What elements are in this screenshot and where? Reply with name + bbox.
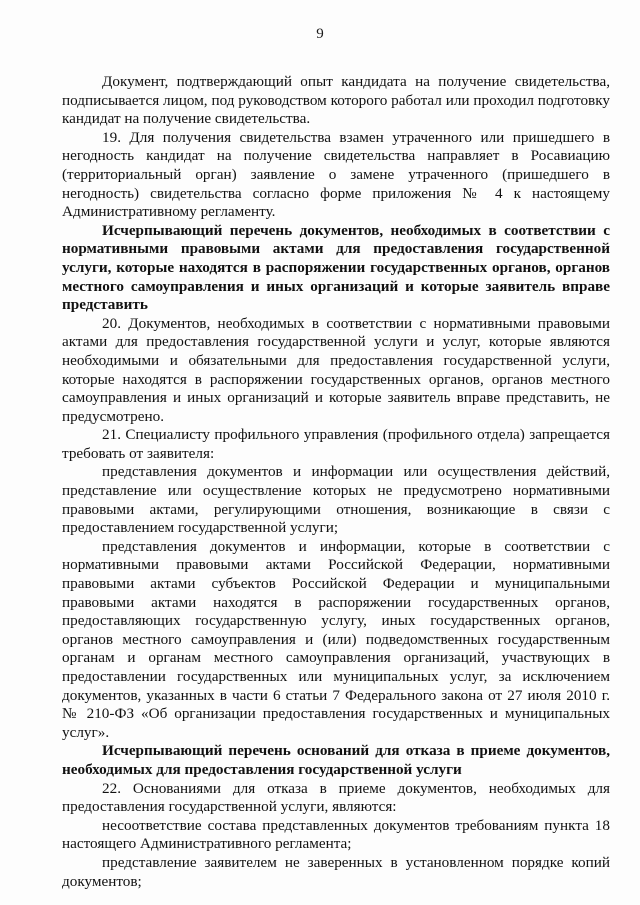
- document-body: [62, 73, 610, 891]
- list-item-refusal-2: представление заявителем не заверенных в установленном порядке копий документов;: [62, 853, 610, 890]
- paragraph-19-replacement: 19. Для получения свидетельства взамен утраченного или пришедшего в негодность кандидат на получение свидетельства направляет в Росавиацию (территориальный орган) заявление о замене утраченного (пришедшего в негодность) свидетельства согласно форме приложения № 4 к настоящему Административному регламенту.: [62, 128, 610, 221]
- paragraph-22-refusal: 22. Основаниями для отказа в приеме документов, необходимых для предоставления государственной услуги, являются:: [62, 779, 610, 816]
- list-item-prohibition-1: представления документов и информации или осуществления действий, представление или осуществление которых не предусмотрено нормативными правовыми актами, регулирующими отношения, возникающие в связи с предоставлением государственной услуги;: [62, 463, 610, 537]
- paragraph-21-prohibitions: 21. Специалисту профильного управления (профильного отдела) запрещается требовать от заявителя:: [62, 426, 610, 462]
- section-heading-documents-list: Исчерпывающий перечень документов, необходимых в соответствии с нормативными правовыми актами для предоставления государственной услуги, которые находятся в распоряжении государственных органов, органов местного самоуправления и иных организаций и которые заявитель вправе представить: [62, 221, 610, 314]
- page-number: 9: [316, 26, 324, 42]
- section-heading-refusal-grounds: Исчерпывающий перечень оснований для отказа в приеме документов, необходимых для предоставления государственной услуги: [62, 742, 610, 778]
- paragraph-20-documents: 20. Документов, необходимых в соответствии с нормативными правовыми актами для предоставления государственной услуги и услуг, которые являются необходимыми и обязательными для предоставления государственной услуги, которые находятся в распоряжении государственных органов, органов местного самоуправления и иных организаций и которые заявитель вправе представить, не предусмотрено.: [62, 314, 610, 425]
- list-item-prohibition-2: представления документов и информации, которые в соответствии с нормативными правовыми актами Российской Федерации, нормативными правовыми актами субъектов Российской Федерации и муниципальными правовыми актами находятся в распоряжении государственных органов, предоставляющих государственную услугу, иных государственных органов, органов местного самоуправления и (или) подведомственных государственным органам и органам местного самоуправления организаций, участвующих в предоставлении государственных или муниципальных услуг, за исключением документов, указанных в части 6 статьи 7 Федерального закона от 27 июля 2010 г. № 210-ФЗ «Об организации предоставления государственных и муниципальных услуг».: [62, 537, 610, 741]
- paragraph-experience-document: Документ, подтверждающий опыт кандидата на получение свидетельства, подписывается лицом, под руководством которого работал или проходил подготовку кандидат на получение свидетельства.: [62, 73, 610, 128]
- list-item-refusal-1: несоответствие состава представленных документов требованиям пункта 18 настоящего Административного регламента;: [62, 816, 610, 853]
